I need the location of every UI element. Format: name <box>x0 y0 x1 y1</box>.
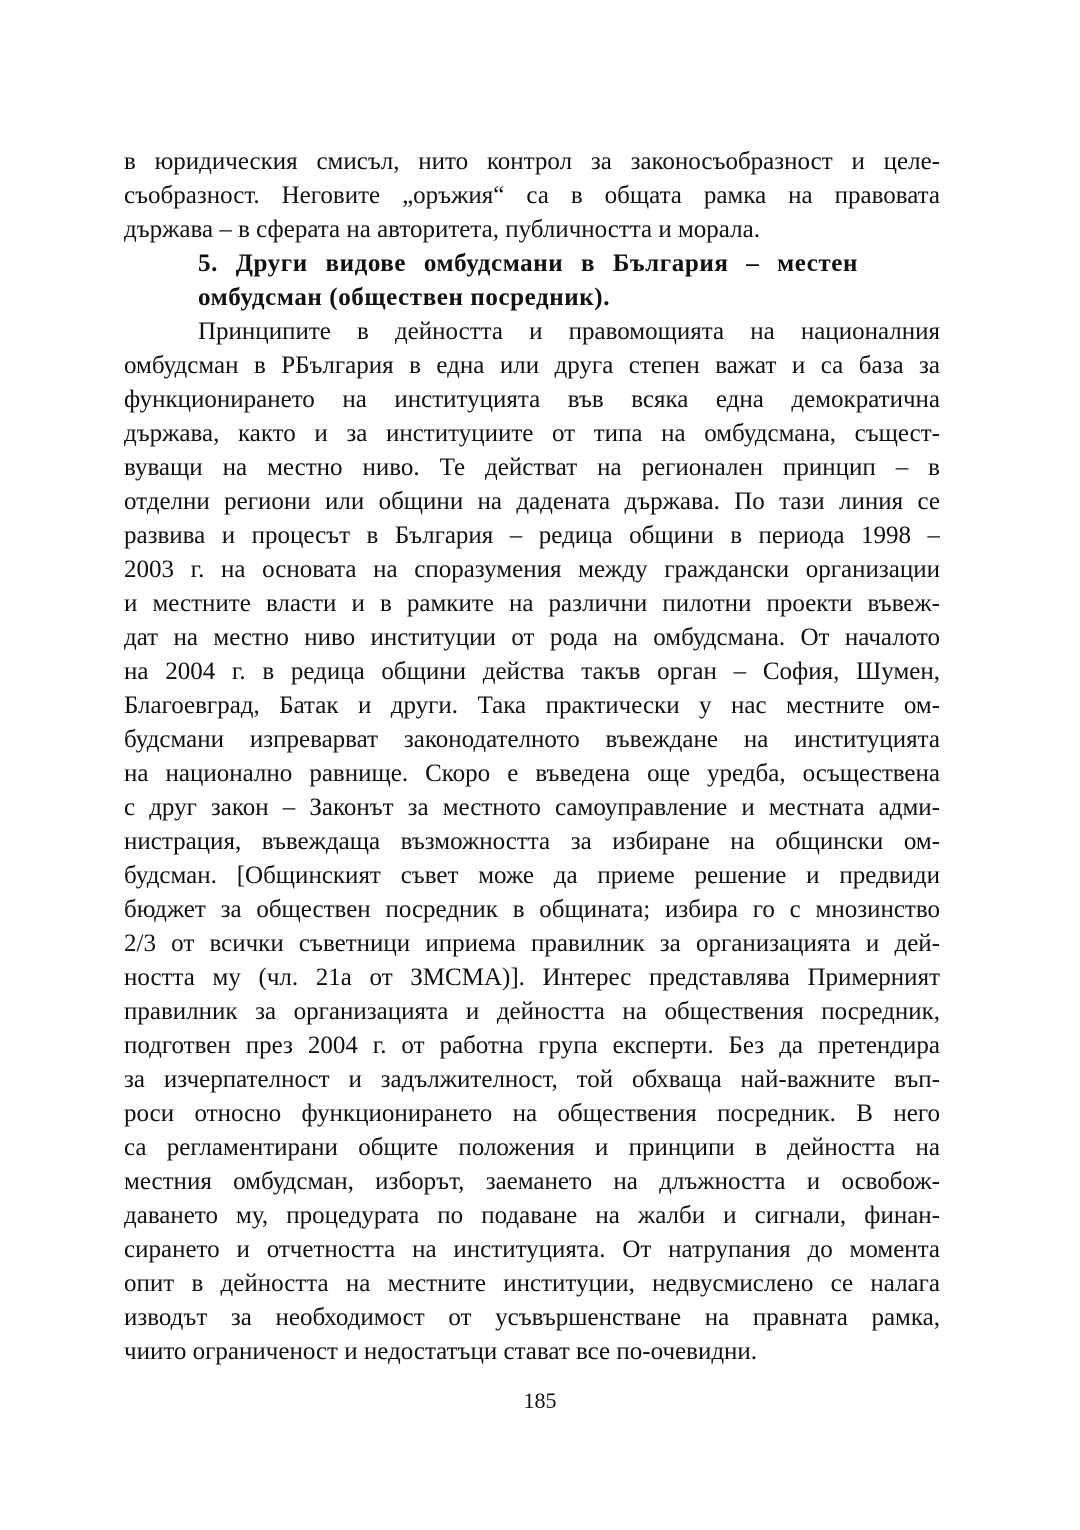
text-line: правилник за организацията и дейността на обществения посредник, <box>124 998 940 1025</box>
text-line: развива и процесът в България – редица общини в периода 1998 – <box>124 522 940 549</box>
text-line: на 2004 г. в редица общини действа такъв орган – София, Шумен, <box>124 658 940 685</box>
text-line: за изчерпателност и задължителност, той обхваща най-важните въп- <box>124 1066 940 1093</box>
text-line: са регламентирани общите положения и принципи в дейността на <box>124 1134 940 1161</box>
text-line: държава – в сферата на авторитета, публичността и морала. <box>124 216 760 243</box>
text-line: и местните власти и в рамките на различни пилотни проекти въвеж- <box>124 590 940 617</box>
intro-paragraph <box>124 145 940 247</box>
page-number: 185 <box>523 1388 557 1413</box>
page-text <box>124 145 940 1369</box>
text-line: с друг закон – Законът за местното самоуправление и местната адми- <box>124 794 940 821</box>
text-line: опит в дейността на местните институции, недвусмислено се налага <box>124 1270 940 1297</box>
text-line: 2/3 от всички съветници иприема правилник за организацията и дей- <box>124 930 940 957</box>
text-line: Благоевград, Батак и други. Така практически у нас местните ом- <box>124 692 940 719</box>
text-line: отделни региони или общини на дадената държава. По тази линия се <box>124 488 940 515</box>
heading-line: 5. Други видове омбудсмани в България – местен <box>198 250 858 277</box>
text-line: Принципите в дейността и правомощията на националния <box>198 318 940 345</box>
text-line: местния омбудсман, изборът, заемането на длъжността и освобож- <box>124 1168 940 1195</box>
text-line: сирането и отчетността на институцията. От натрупания до момента <box>124 1236 940 1263</box>
text-line: ността му (чл. 21а от ЗМСМА)]. Интерес представлява Примерният <box>124 964 940 991</box>
text-line: 2003 г. на основата на споразумения между граждански организации <box>124 556 940 583</box>
text-line: съобразност. Неговите „оръжия“ са в общата рамка на правовата <box>124 182 940 209</box>
text-line: изводът за необходимост от усъвършенстване на правната рамка, <box>124 1304 940 1331</box>
text-line: омбудсман в РБългария в една или друга степен важат и са база за <box>124 352 940 379</box>
text-line: на национално равнище. Скоро е въведена още уредба, осъществена <box>124 760 940 787</box>
text-line: функционирането на институцията във всяка една демократична <box>124 386 940 413</box>
text-line: чиито ограниченост и недостатъци стават все по-очевидни. <box>124 1338 758 1365</box>
text-line: държава, както и за институциите от типа на омбудсмана, същест- <box>124 420 940 447</box>
text-line: в юридическия смисъл, нито контрол за законосъобразност и целе- <box>124 148 940 175</box>
text-line: вуващи на местно ниво. Те действат на регионален принцип – в <box>124 454 940 481</box>
text-line: будсман. [Общинският съвет може да приеме решение и предвиди <box>124 862 940 889</box>
text-line: будсмани изпреварват законодателното въвеждане на институцията <box>124 726 940 753</box>
heading-line: омбудсман (обществен посредник). <box>198 284 611 311</box>
text-line: нистрация, въвеждаща възможността за избиране на общински ом- <box>124 828 940 855</box>
section-heading <box>124 247 940 315</box>
text-line: бюджет за обществен посредник в общината; избира го с мнозинство <box>124 896 940 923</box>
text-line: дат на местно ниво институции от рода на омбудсмана. От началото <box>124 624 940 651</box>
text-line: подготвен през 2004 г. от работна група експерти. Без да претендира <box>124 1032 940 1059</box>
body-paragraph <box>124 315 940 1369</box>
text-line: даването му, процедурата по подаване на жалби и сигнали, финан- <box>124 1202 940 1229</box>
text-line: роси относно функционирането на обществения посредник. В него <box>124 1100 940 1127</box>
